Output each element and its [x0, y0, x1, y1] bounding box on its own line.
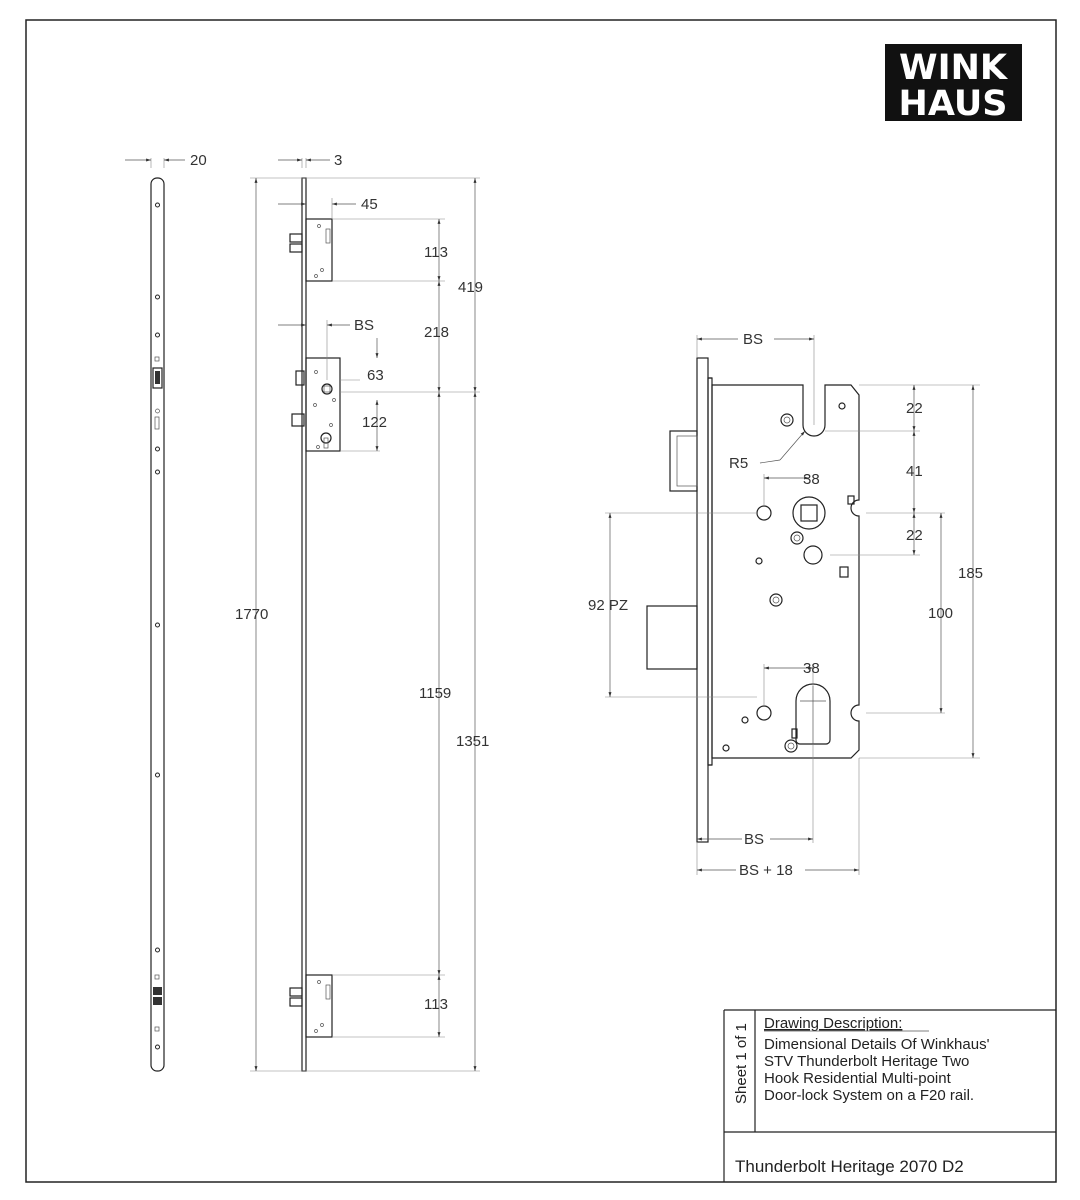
top-hook-width: 45 — [361, 196, 378, 213]
lock-to-bottom: 1351 — [456, 733, 490, 750]
backset-label: BS — [354, 317, 375, 334]
lock-to-bottom-hook: 1159 — [419, 685, 452, 702]
description-line-3: Hook Residential Multi-point — [764, 1070, 951, 1087]
sheet-label: Sheet 1 of 1 — [733, 1023, 750, 1104]
main-lock-body — [292, 358, 340, 451]
radius-label: R5 — [729, 455, 749, 472]
thickness-label: 3 — [334, 152, 343, 169]
dim-22-top: 22 — [906, 400, 923, 417]
overall-length: 1770 — [235, 606, 269, 623]
description-heading: Drawing Description: — [764, 1015, 903, 1032]
description-line-4: Door-lock System on a F20 rail. — [764, 1087, 975, 1104]
sheet-border — [26, 20, 1056, 1182]
title-block — [724, 1010, 1056, 1182]
top-to-lock: 419 — [458, 279, 484, 296]
drawing-title: Thunderbolt Heritage 2070 D2 — [735, 1157, 964, 1176]
dim-38-top: 38 — [803, 471, 820, 488]
description-line-1: Dimensional Details Of Winkhaus' — [764, 1036, 990, 1053]
lock-offset: 63 — [367, 367, 384, 384]
lock-spacing: 122 — [362, 414, 388, 431]
backset-plus: BS + 18 — [739, 862, 793, 879]
dim-41: 41 — [906, 463, 923, 480]
rail-width-label: 20 — [190, 152, 207, 169]
winkhaus-logo — [885, 44, 1022, 124]
bottom-hook-housing — [290, 975, 332, 1037]
height-185: 185 — [958, 565, 984, 582]
hook-to-lock: 218 — [424, 324, 450, 341]
logo-line2: HAUS — [898, 84, 1008, 124]
dim-22-bottom: 22 — [906, 527, 923, 544]
top-hook-height: 113 — [424, 244, 448, 261]
lock-case-detail — [588, 331, 983, 879]
rail-front-view — [125, 152, 207, 1071]
centers-100: 100 — [928, 605, 954, 622]
backset-bottom: BS — [744, 831, 765, 848]
logo-line1: WINK — [898, 48, 1008, 88]
backset-top: BS — [743, 331, 764, 348]
description-line-2: STV Thunderbolt Heritage Two — [764, 1053, 970, 1070]
bottom-hook-height: 113 — [424, 996, 448, 1013]
rail-holes — [156, 203, 160, 1049]
dim-38-bottom: 38 — [803, 660, 820, 677]
rail-side-view — [235, 152, 489, 1071]
pz-label: 92 PZ — [588, 597, 629, 614]
top-hook-housing — [290, 219, 332, 281]
